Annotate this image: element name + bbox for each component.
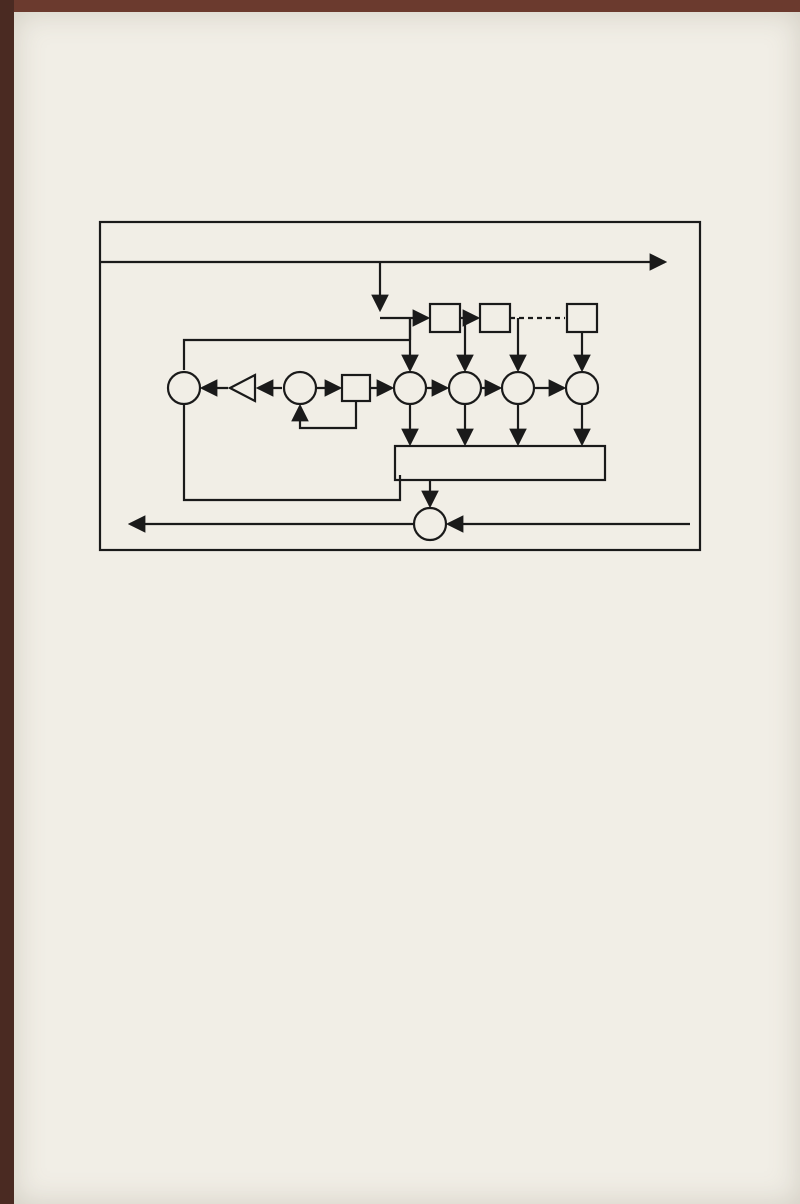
delay-box-d1 (430, 304, 460, 332)
figure-caption (290, 560, 530, 589)
book-spine-edge (0, 0, 14, 1204)
processor-box (395, 446, 605, 480)
echo-canceller-diagram (90, 210, 710, 560)
book-page (14, 12, 800, 1204)
multiplier-3 (502, 372, 534, 404)
subtractor (414, 508, 446, 540)
multiplier-1 (394, 372, 426, 404)
loop-adder (168, 372, 200, 404)
multiplier-2 (449, 372, 481, 404)
d-box (342, 375, 370, 401)
k-amplifier (230, 375, 255, 401)
multiplier-n (566, 372, 598, 404)
feedback-adder (284, 372, 316, 404)
delay-box-d2 (480, 304, 510, 332)
delay-box-dn (567, 304, 597, 332)
